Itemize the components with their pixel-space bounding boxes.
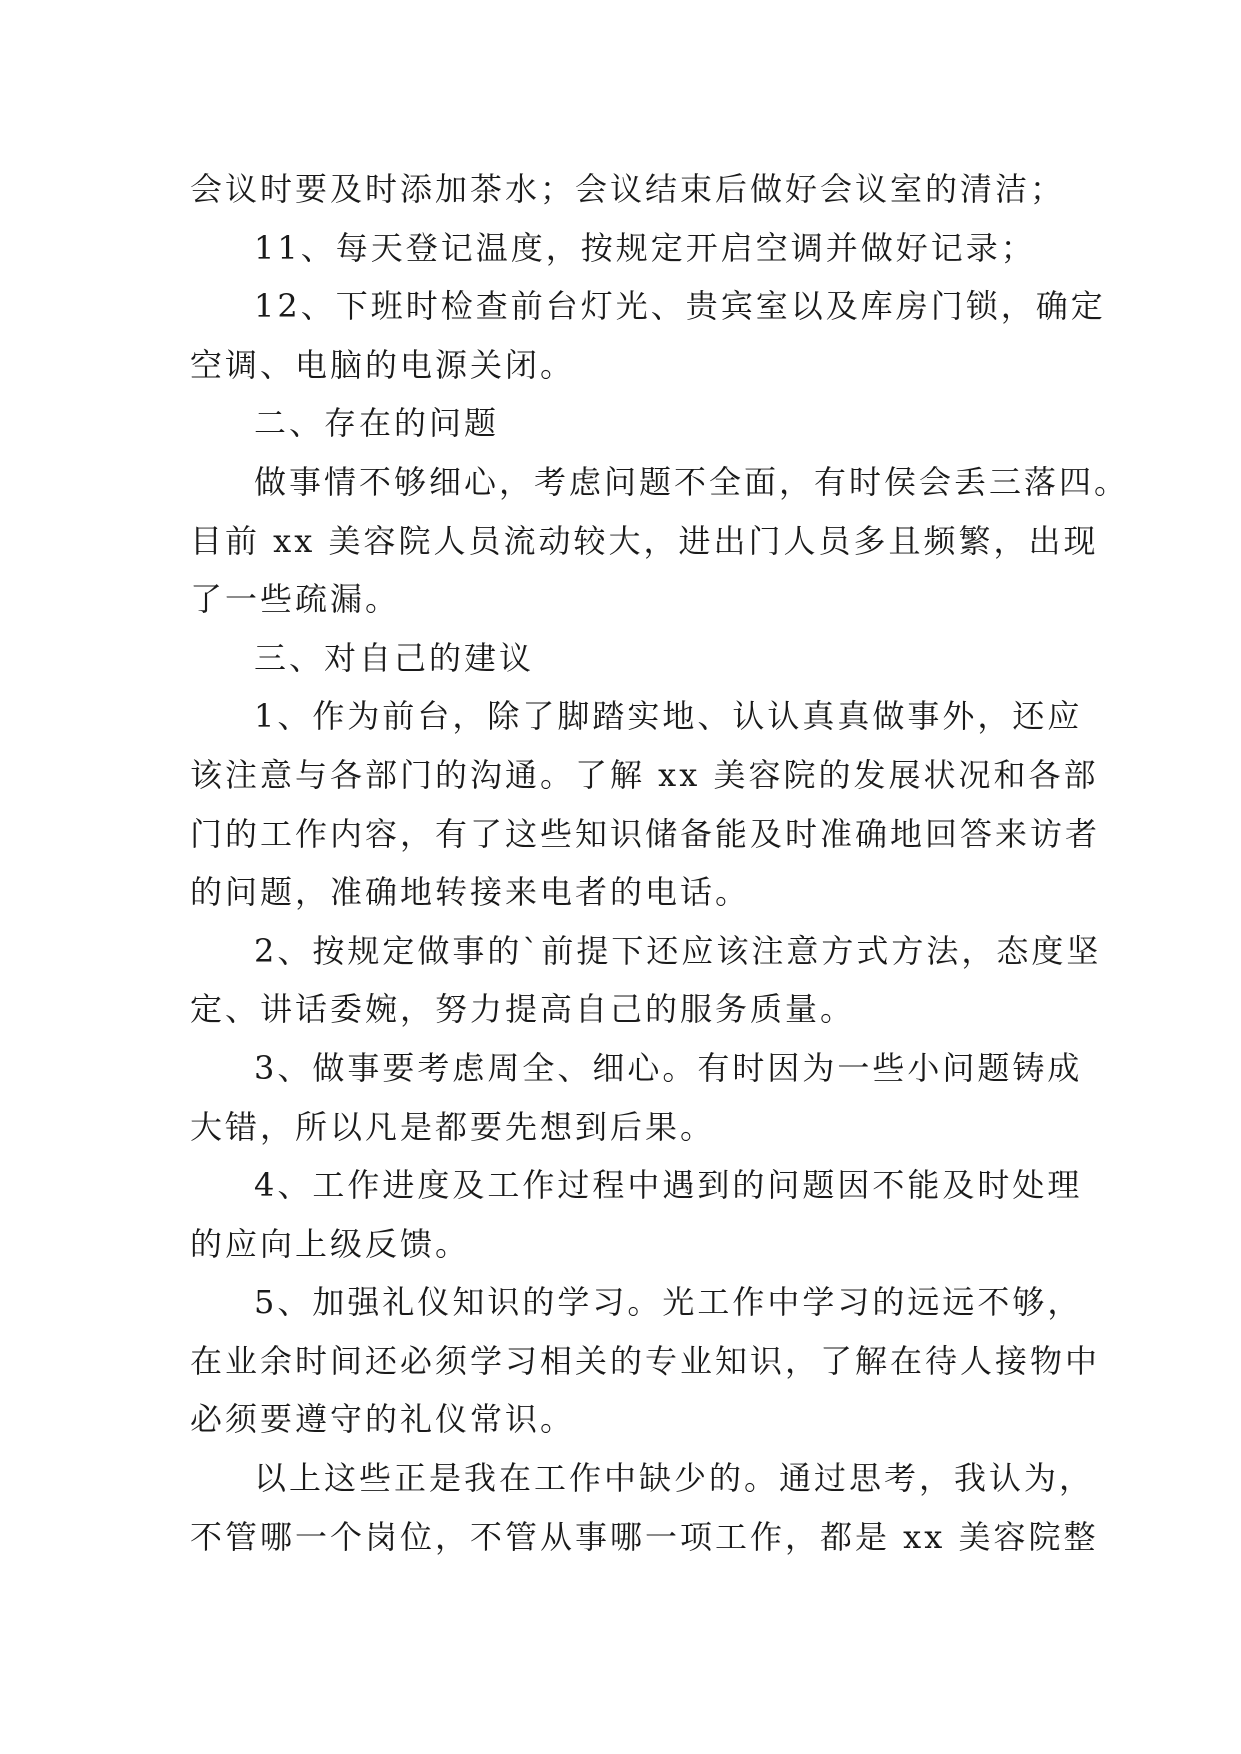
document-body xyxy=(190,160,1130,1566)
text-line-22: 必须要遵守的礼仪常识。 xyxy=(190,1400,576,1439)
section-heading-suggestions: 三、对自己的建议 xyxy=(254,638,535,677)
text-line-10: 1、作为前台，除了脚踏实地、认认真真做事外，还应 xyxy=(254,697,1083,736)
text-line-12: 门的工作内容，有了这些知识储备能及时准确地回答来访者 xyxy=(190,814,1101,853)
text-line-19: 的应向上级反馈。 xyxy=(190,1224,471,1263)
text-line-13: 的问题，准确地转接来电者的电话。 xyxy=(190,873,751,912)
text-line-11: 该注意与各部门的沟通。了解 xx 美容院的发展状况和各部 xyxy=(190,755,1099,794)
text-line-15: 定、讲话委婉，努力提高自己的服务质量。 xyxy=(190,990,856,1029)
text-line-20: 5、加强礼仪知识的学习。光工作中学习的远远不够， xyxy=(254,1283,1083,1322)
text-line-24: 不管哪一个岗位，不管从事哪一项工作，都是 xx 美容院整 xyxy=(190,1517,1099,1556)
text-line-14: 2、按规定做事的`前提下还应该注意方式方法，态度坚 xyxy=(254,931,1102,970)
text-line-6: 做事情不够细心，考虑问题不全面，有时侯会丢三落四。 xyxy=(254,462,1130,501)
section-heading-problems: 二、存在的问题 xyxy=(254,404,500,443)
text-line-7: 目前 xx 美容院人员流动较大，进出门人员多且频繁，出现 xyxy=(190,521,1099,560)
text-line-23: 以上这些正是我在工作中缺少的。通过思考，我认为， xyxy=(254,1459,1095,1498)
text-line-8: 了一些疏漏。 xyxy=(190,580,401,619)
text-line-3: 12、下班时检查前台灯光、贵宾室以及库房门锁，确定 xyxy=(254,287,1106,326)
text-line-18: 4、工作进度及工作过程中遇到的问题因不能及时处理 xyxy=(254,1166,1083,1205)
text-line-2: 11、每天登记温度，按规定开启空调并做好记录； xyxy=(254,228,1036,267)
text-line-4: 空调、电脑的电源关闭。 xyxy=(190,345,576,384)
text-line-16: 3、做事要考虑周全、细心。有时因为一些小问题铸成 xyxy=(254,1048,1083,1087)
text-line-1: 会议时要及时添加茶水；会议结束后做好会议室的清洁； xyxy=(190,170,1066,208)
text-line-21: 在业余时间还必须学习相关的专业知识，了解在待人接物中 xyxy=(190,1341,1101,1380)
text-line-17: 大错，所以凡是都要先想到后果。 xyxy=(190,1107,716,1146)
